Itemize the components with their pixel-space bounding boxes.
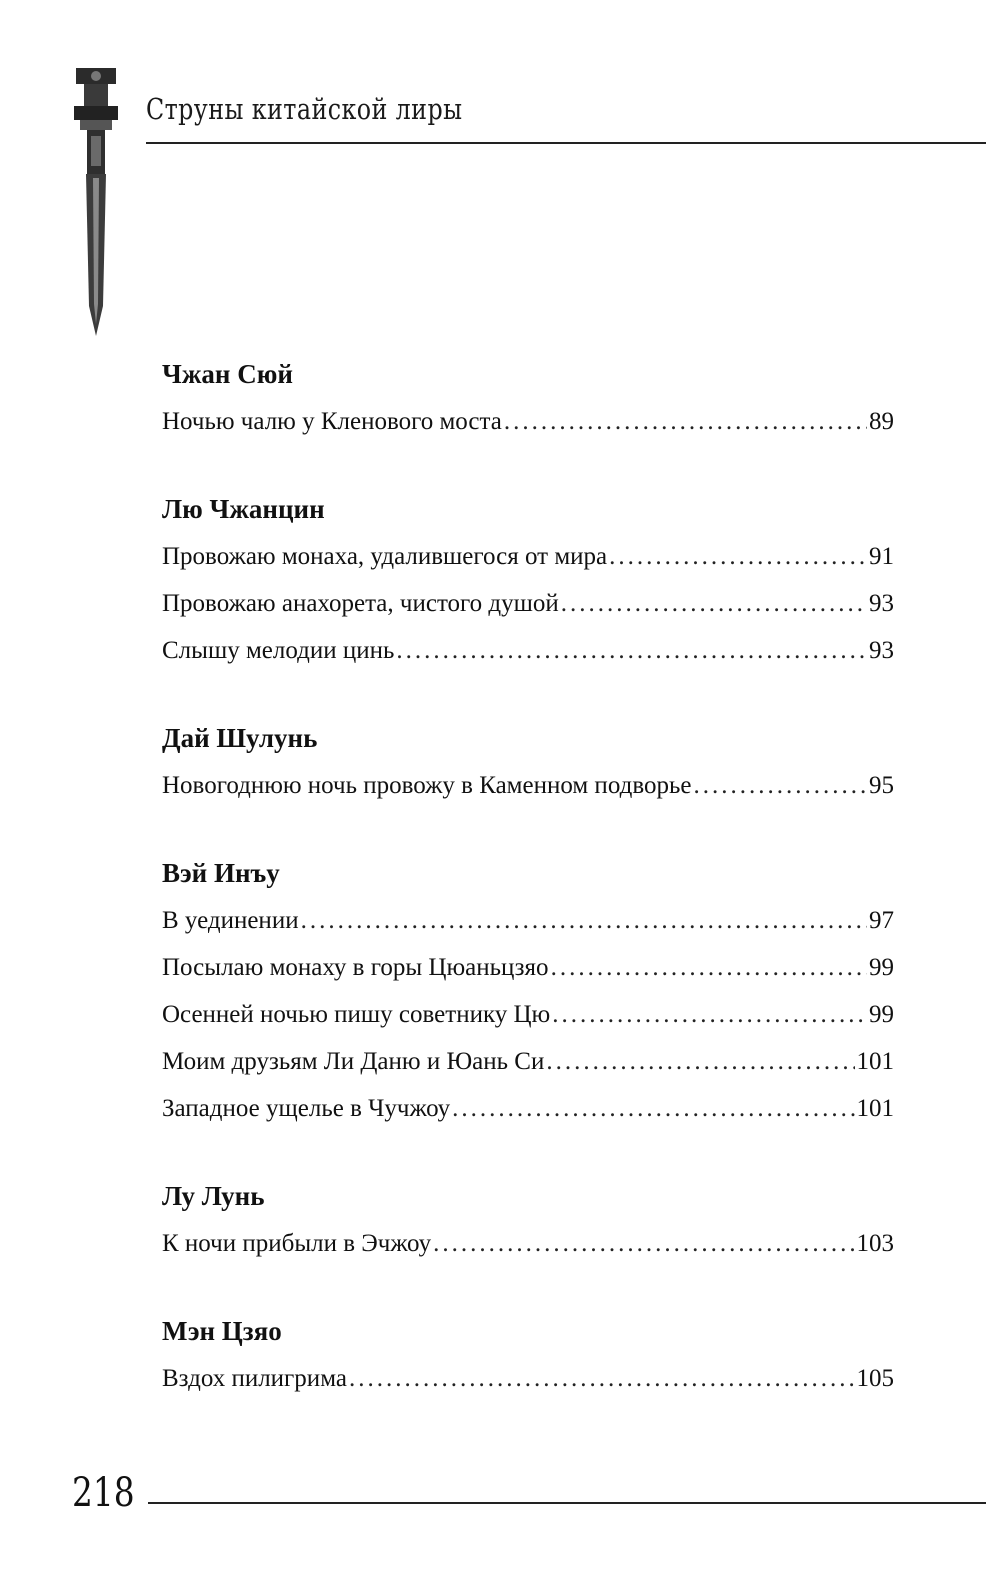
toc-section xyxy=(162,485,894,674)
dot-leader xyxy=(552,991,867,1038)
dot-leader xyxy=(504,398,867,445)
toc-entry[interactable] xyxy=(162,1085,894,1132)
entry-page-number: 103 xyxy=(856,1230,894,1257)
toc-entry[interactable] xyxy=(162,1355,894,1402)
entry-page-number: 93 xyxy=(869,637,894,664)
entry-title: Новогоднюю ночь провожу в Каменном подворье xyxy=(162,772,692,799)
entry-title: Вздох пилигрима xyxy=(162,1365,347,1392)
dot-leader xyxy=(609,533,867,580)
table-of-contents xyxy=(162,350,894,1442)
toc-section xyxy=(162,1172,894,1267)
toc-section xyxy=(162,714,894,809)
footer-rule xyxy=(148,1502,986,1504)
dot-leader xyxy=(452,1085,854,1132)
dot-leader xyxy=(693,762,867,809)
entry-page-number: 91 xyxy=(869,543,894,570)
entry-page-number: 105 xyxy=(856,1365,894,1392)
dot-leader xyxy=(551,944,867,991)
author-heading: Дай Шулунь xyxy=(162,723,318,753)
entry-title: Слышу мелодии цинь xyxy=(162,637,395,664)
entry-page-number: 101 xyxy=(856,1048,894,1075)
dot-leader xyxy=(561,580,867,627)
toc-entry[interactable] xyxy=(162,533,894,580)
author-heading: Чжан Сюй xyxy=(162,359,293,389)
entry-page-number: 93 xyxy=(869,590,894,617)
toc-entry[interactable] xyxy=(162,762,894,809)
page-number: 218 xyxy=(72,1470,135,1516)
author-heading: Лю Чжанцин xyxy=(162,494,325,524)
dot-leader xyxy=(396,627,867,674)
toc-section xyxy=(162,849,894,1132)
entry-title: Моим друзьям Ли Даню и Юань Си xyxy=(162,1048,545,1075)
entry-title: Посылаю монаху в горы Цюаньцзяо xyxy=(162,954,549,981)
entry-title: К ночи прибыли в Эчжоу xyxy=(162,1230,432,1257)
toc-entry[interactable] xyxy=(162,580,894,627)
entry-title: Провожаю монаха, удалившегося от мира xyxy=(162,543,608,570)
toc-entry[interactable] xyxy=(162,1038,894,1085)
toc-section xyxy=(162,1307,894,1402)
entry-page-number: 99 xyxy=(869,1001,894,1028)
entry-title: Западное ущелье в Чучжоу xyxy=(162,1095,451,1122)
header-rule xyxy=(146,142,986,144)
toc-entry[interactable] xyxy=(162,627,894,674)
entry-title: В уединении xyxy=(162,907,299,934)
entry-page-number: 95 xyxy=(869,772,894,799)
entry-page-number: 97 xyxy=(869,907,894,934)
entry-title: Осенней ночью пишу советнику Цю xyxy=(162,1001,551,1028)
dot-leader xyxy=(546,1038,854,1085)
entry-title: Провожаю анахорета, чистого душой xyxy=(162,590,559,617)
dot-leader xyxy=(349,1355,855,1402)
entry-page-number: 99 xyxy=(869,954,894,981)
toc-entry[interactable] xyxy=(162,944,894,991)
entry-page-number: 89 xyxy=(869,408,894,435)
dot-leader xyxy=(301,897,867,944)
entry-page-number: 101 xyxy=(856,1095,894,1122)
running-title: Струны китайской лиры xyxy=(146,92,463,126)
author-heading: Мэн Цзяо xyxy=(162,1316,282,1346)
entry-title: Ночью чалю у Кленового моста xyxy=(162,408,502,435)
toc-entry[interactable] xyxy=(162,991,894,1038)
dagger-ornament-icon xyxy=(70,66,122,338)
toc-section xyxy=(162,350,894,445)
author-heading: Вэй Инъу xyxy=(162,858,280,888)
toc-entry[interactable] xyxy=(162,897,894,944)
toc-entry[interactable] xyxy=(162,398,894,445)
author-heading: Лу Лунь xyxy=(162,1181,265,1211)
dot-leader xyxy=(433,1220,854,1267)
toc-entry[interactable] xyxy=(162,1220,894,1267)
